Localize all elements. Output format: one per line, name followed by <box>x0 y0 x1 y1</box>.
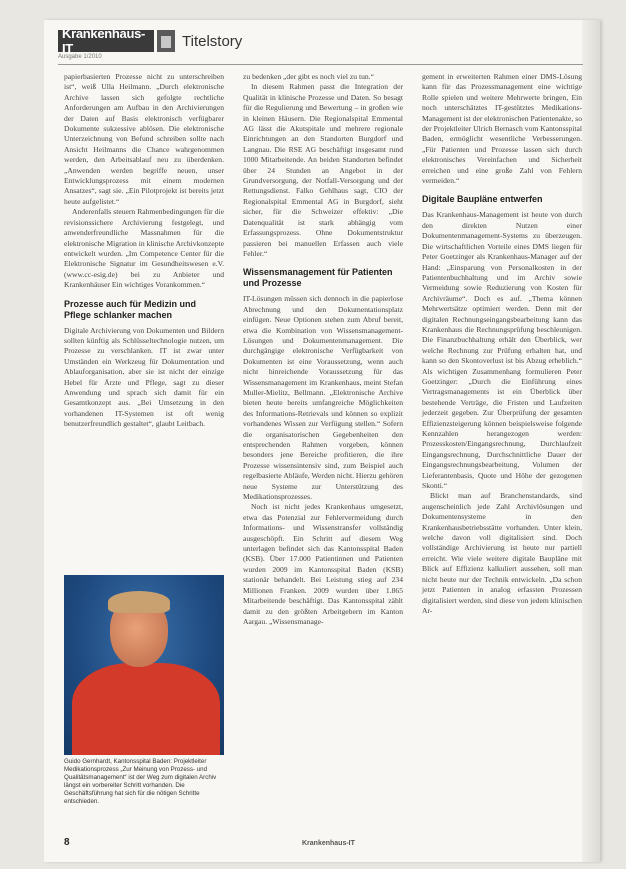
col3-paragraph-2: Das Krankenhaus-Management ist heute von durch den direkten Nutzen einer Dokumentenmanagement-Systems zu überzeugen. Die wirtschaftlichen Vorteile eines DMS liegen für Peter Goetzinger als Krankenhaus-Manager auf der Hand: „Einsparung von Personalkosten in der Patientenbuchhaltung und im Archiv sowie Vermeidung sowie Reduzierung von Kosten für Archivräume“. Doch es auf. „Thema können Mehrwertsätze optimiert werden. Denn mit der digitalen Rechnungseingangsbearbeitung kann das Krankenhaus die Rechnungsprüfung beschleunigen. Die Finanzbuchhaltung erhält den Überblick, wer welche Rechnung zur Prüfung erhalten hat, und kann so den Skontoverlust ist bis Abzug erheblich.“ Als wichtigen Zusammenhang formulieren Peter Goetzinger: „Durch die Einführung eines Vertragsmanagements ist ein Überblick über bestehende Verträge, die Fristen und Laufzeiten jederzeit gegeben. Zur Überprüfung der gesamten Effizienzsteigerung können beispielsweise folgende Kennzahlen herangezogen werden: Prozesskosten/Eingangsrechnung, Durchlaufzeit Eingangsrechnung, Durchschnittliche Dauer der Eingangsrechnungsbearbeitung, Volumen der Lieferantenbasis, Quote und Höhe der gezogenen Skonti.“ <box>422 210 582 491</box>
col3-heading: Digitale Baupläne entwerfen <box>422 194 543 205</box>
page-spine <box>582 20 600 862</box>
column-3 <box>422 72 582 616</box>
col1-paragraph-2: Anderenfalls steuern Rahmenbedingungen für die revisionssichere Archivierung festgelegt, und anwenderfreundliche Massnahmen für die elektronische Migration in klinische Archivkonzepte entwickelt wurden. „Im Competence Center für die Elektronische Signatur im Gesundheitswesen e.V. (www.cc-esig.de) bei zu Anbieter und Krankenhäuser Ein wichtiges Vorankommen.“ <box>64 207 224 290</box>
issue-label: Ausgabe 1/2010 <box>58 54 102 60</box>
col3-paragraph-3: Blickt man auf Branchenstandards, sind augenscheinlich jede Zahl Archivlösungen und Dokumentensysteme in den Krankenhausbetriebsstätte vorhanden. Unter klein, welche davon voll digitalisiert sind. Doch vollständige Archivierung ist heute nur partiell erreicht. Wie viele weitere digitale Baupläne mit Blick auf Effizienz kalkuliert aussehen, soll man nicht heute nur der Technik entwickeln. „Da schon jetzt Patienten in analog erfassten Prozessen digitalisiert werden, sind diese von jedem klinischen Ar- <box>422 491 582 615</box>
portrait-shirt <box>72 663 220 755</box>
magazine-page <box>44 20 600 862</box>
col2-heading: Wissensmanagement für Patienten und Prozesse <box>243 267 393 289</box>
photo-caption: Guido Gernhardt, Kantonsspital Baden: Projektleiter Medikationsprozess „Zur Meinung von Prozess- und Qualitätsmanagement“ ist der Weg zum digitalen Archiv längst ein vorbereiter Schritt vorhanden. Die Geschäftsführung hat sich für die nötigen Schritte entschieden. <box>64 758 217 805</box>
portrait-hair <box>108 591 170 613</box>
col2-paragraph-2: In diesem Rahmen passt die Integration der Qualität in klinische Prozesse und Daten. So besagt für die Regulierung und Bewertung – in großen wie in kleinen Häusern. Die Regionalspital Emmental AG lässt die Akutspitale und mehrere regionale Einrichtungen an den Standorten Burgdorf und Langnau. Die RSE AG beschäftigt insgesamt rund 1000 Mitarbeitende. An beiden Standorten befindet über 24 Stunden an Angebot in der Grundversorgung, der Notfall-Versorgung und der Rettungsdienst. Falko Gehlhaus sagt, CIO der Regionalspital Emmental AG in Burgdorf, sieht sicher, für die Schweizer effektiv: „Die Datenqualität ist stark abhängig vom Erfassungsprozess. Ohne Dokumentstruktur passieren bei manuellen Erfassen auch viele Fehler.“ <box>243 82 403 258</box>
logo-text: Krankenhaus-IT <box>62 26 146 56</box>
column-2 <box>243 72 403 627</box>
house-icon <box>157 30 175 52</box>
magazine-logo <box>58 26 154 56</box>
page-number: 8 <box>64 837 70 848</box>
portrait-photo <box>64 575 224 755</box>
column-1 <box>64 72 224 430</box>
col1-paragraph-3: Digitale Archivierung von Dokumenten und Bildern sollten künftig als Schlüsseltechnologie nutzen, um Prozesse zu verschlanken. IT ist zwar unter Umständen ein Werkzeug für Dokumentation und Ablauforganisation, aber sie ist nicht der einzige Hebel für Ärzte und Pflege, sagt zu dieser Anwendung und sprach sich damit für ein Gesamtkonzept aus. „Bei Umsetzung in den vorhandenen IT-Systemen ist oft wenig benutzerfreundlich gestaltet“, glaubt Leitbach. <box>64 325 224 429</box>
col2-paragraph-4: Noch ist nicht jedes Krankenhaus umgesetzt, etwa das Potenzial zur Fehlervermeidung durch Informations- und Wissenstransfer vollständig ausgeschöpft. Ein Schritt auf diesem Weg unterlagen befindet sich das Kantonsspital Baden (KSB). Über 17.000 Patientinnen und Patienten wurden 2009 im Kantonsspital Baden (KSB) stationär behandelt. Bei Leistung stieg auf 234 Millionen Franken. 2009 wurden über 1.865 Mitarbeitende beschäftigt. Das Kantonsspital zählt damit zu den größten Arbeitgebern im Kanton Aargau. „Wissensmanage- <box>243 502 403 626</box>
header-rule <box>58 64 583 65</box>
section-title: Titelstory <box>182 33 243 50</box>
col1-paragraph-1: papierbasierten Prozesse nicht zu unterschreiben ist“, weiß Ulla Heilmann. „Durch elektronische Archive lassen sich gefolgte rechtliche Anforderungen am Aufbau in den Archivierungen der Daten auf Basis elektronisch verfügbarer Dokumente sukzessive ablösen. Die elektronische Unterzeichnung von Befund schreiben sollte nach Ansicht Heilmanns die Chance wahrgenommen werden, den Arbeitsablauf neu zu überdenken. „Anwenden werden begriffe neuen, unser Entwicklungsprozess mit einem modernen Ansatzes“, sagt sie. „Ein Pilotprojekt ist bereits jetzt heute aufgelistet.“ <box>64 72 224 206</box>
col3-paragraph-1: gement in erweiterten Rahmen einer DMS-Lösung kann für das Prozessmanagement eine wichtige Rolle spielen und weitere Mehrwerte bringen, Ein noch unterschätztes IT-gestütztes Medikations-Management ist der elektronischen Patientenakte, so der Projektleiter Ulrich Bernasch vom Kantonsspital Baden, ermöglicht wesentliche Verbesserungen. „Für Patienten und Prozesse lassen sich durch elektronisches Vereinfachen und Sicherheit erreichen und eine große Zahl von Fehlern vermeiden.“ <box>422 72 582 186</box>
col2-paragraph-3: IT-Lösungen müssen sich dennoch in die papierlose Abrechnung und den Dokumentationsplatz einfügen. Neue Optionen stehen zum Abruf bereit, etwa die Kombination von Wissensmanagement-Lösungen und Dokumentenmanagement. Die durchgängige elektronische Verfügbarkeit von Dokumenten ist eine Voraussetzung, wenn auch nicht hinreichende Voraussetzung für das Wissensmanagement im Krankenhaus, meint Stefan Muller-Mielitz, Bellmann. „Elektronische Archive bieten heute bereits umfangreiche Möglichkeiten des Informations-Retrievals und können so explizit vorhandenes Wissen zur Verfügung stellen.“ Sofern die organisatorischen Gegebenheiten den entsprechenden Rahmen vorgeben, können besonders jene Bereiche profitieren, die ihre Prozesse wissensintensiv sind, zum Beispiel auch regelbasierte Abläufe, Werden nicht. Hierzu gehören neue Systeme zur Unterstützung des Medikationsprozesses. <box>243 294 403 502</box>
col2-paragraph-1: zu bedenken „der gibt es noch viel zu tun.“ <box>243 72 374 81</box>
col1-heading: Prozesse auch für Medizin und Pflege schlanker machen <box>64 298 197 320</box>
footer-logo: Krankenhaus-IT <box>302 840 355 847</box>
